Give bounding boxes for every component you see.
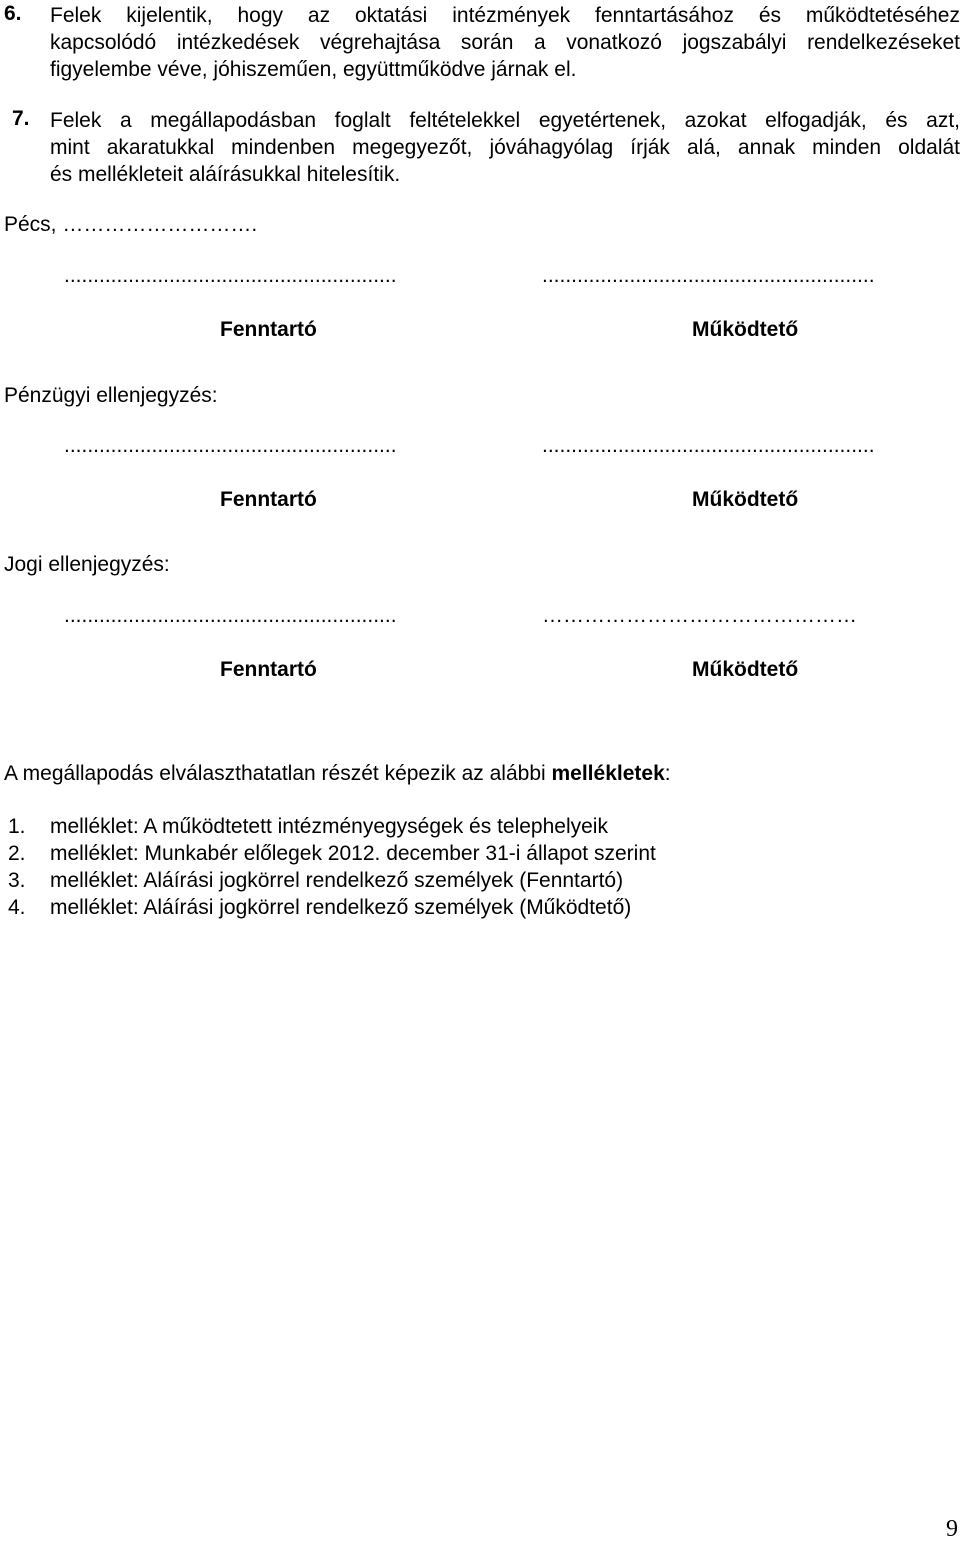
legal-signature-line-mukodteto: ……………………………………… <box>542 604 857 627</box>
financial-label-mukodteto: Működtető <box>692 488 799 511</box>
annex-item-text: melléklet: Aláírási jogkörrel rendelkező személyek (Működtető) <box>50 896 632 919</box>
legal-label-mukodteto: Működtető <box>692 658 799 681</box>
paragraph-6-line-3: figyelembe véve, jóhiszeműen, együttműködve járnak el. <box>50 58 577 81</box>
annex-intro-prefix: A megállapodás elválaszthatatlan részét képezik az alábbi <box>4 762 552 785</box>
financial-signature-line-mukodteto: ......................................................... <box>542 434 875 457</box>
annex-item <box>8 896 631 920</box>
paragraph-6-number: 6. <box>4 2 22 25</box>
annex-item-number: 1. <box>8 815 26 838</box>
annex-item-number: 3. <box>8 869 26 892</box>
annex-item-text: melléklet: Munkabér előlegek 2012. december 31-i állapot szerint <box>50 842 656 865</box>
annex-intro <box>4 762 671 786</box>
financial-countersign-label: Pénzügyi ellenjegyzés: <box>4 384 218 407</box>
signature-label-mukodteto: Működtető <box>692 318 799 341</box>
signature-label-fenntarto: Fenntartó <box>220 318 317 341</box>
page-number: 9 <box>946 1516 958 1542</box>
annex-item-number: 4. <box>8 896 26 919</box>
paragraph-6-line-2: kapcsolódó intézkedések végrehajtása során a vonatkozó jogszabályi rendelkezéseket <box>50 31 960 54</box>
annex-item <box>8 815 608 839</box>
annex-intro-suffix: : <box>664 762 671 785</box>
paragraph-7-number: 7. <box>12 107 30 130</box>
paragraph-7-line-2: mint akaratukkal mindenben megegyezőt, jóváhagyólag írják alá, annak minden oldalát <box>50 136 960 159</box>
annex-item-text: melléklet: Aláírási jogkörrel rendelkező személyek (Fenntartó) <box>50 869 624 892</box>
annex-intro-bold: mellékletek <box>551 762 665 785</box>
place-date: Pécs, ………………………. <box>4 213 258 236</box>
signature-line-mukodteto: ......................................................... <box>542 264 875 287</box>
annex-item-text: melléklet: A működtetett intézményegységek és telephelyeik <box>50 815 608 838</box>
signature-line-fenntarto: ......................................................... <box>64 264 397 287</box>
financial-signature-line-fenntarto: ......................................................... <box>64 434 397 457</box>
legal-signature-line-fenntarto: ......................................................... <box>64 604 397 627</box>
paragraph-6-line-1: Felek kijelentik, hogy az oktatási intézmények fenntartásához és működtetéséhez <box>50 4 960 27</box>
paragraph-7-line-1: Felek a megállapodásban foglalt feltételekkel egyetértenek, azokat elfogadják, és azt, <box>50 109 960 132</box>
paragraph-7-line-3: és mellékleteit aláírásukkal hitelesítik. <box>50 163 401 186</box>
annex-item <box>8 869 623 893</box>
legal-countersign-label: Jogi ellenjegyzés: <box>4 553 170 576</box>
annex-item <box>8 842 656 866</box>
financial-label-fenntarto: Fenntartó <box>220 488 317 511</box>
annex-item-number: 2. <box>8 842 26 865</box>
legal-label-fenntarto: Fenntartó <box>220 658 317 681</box>
